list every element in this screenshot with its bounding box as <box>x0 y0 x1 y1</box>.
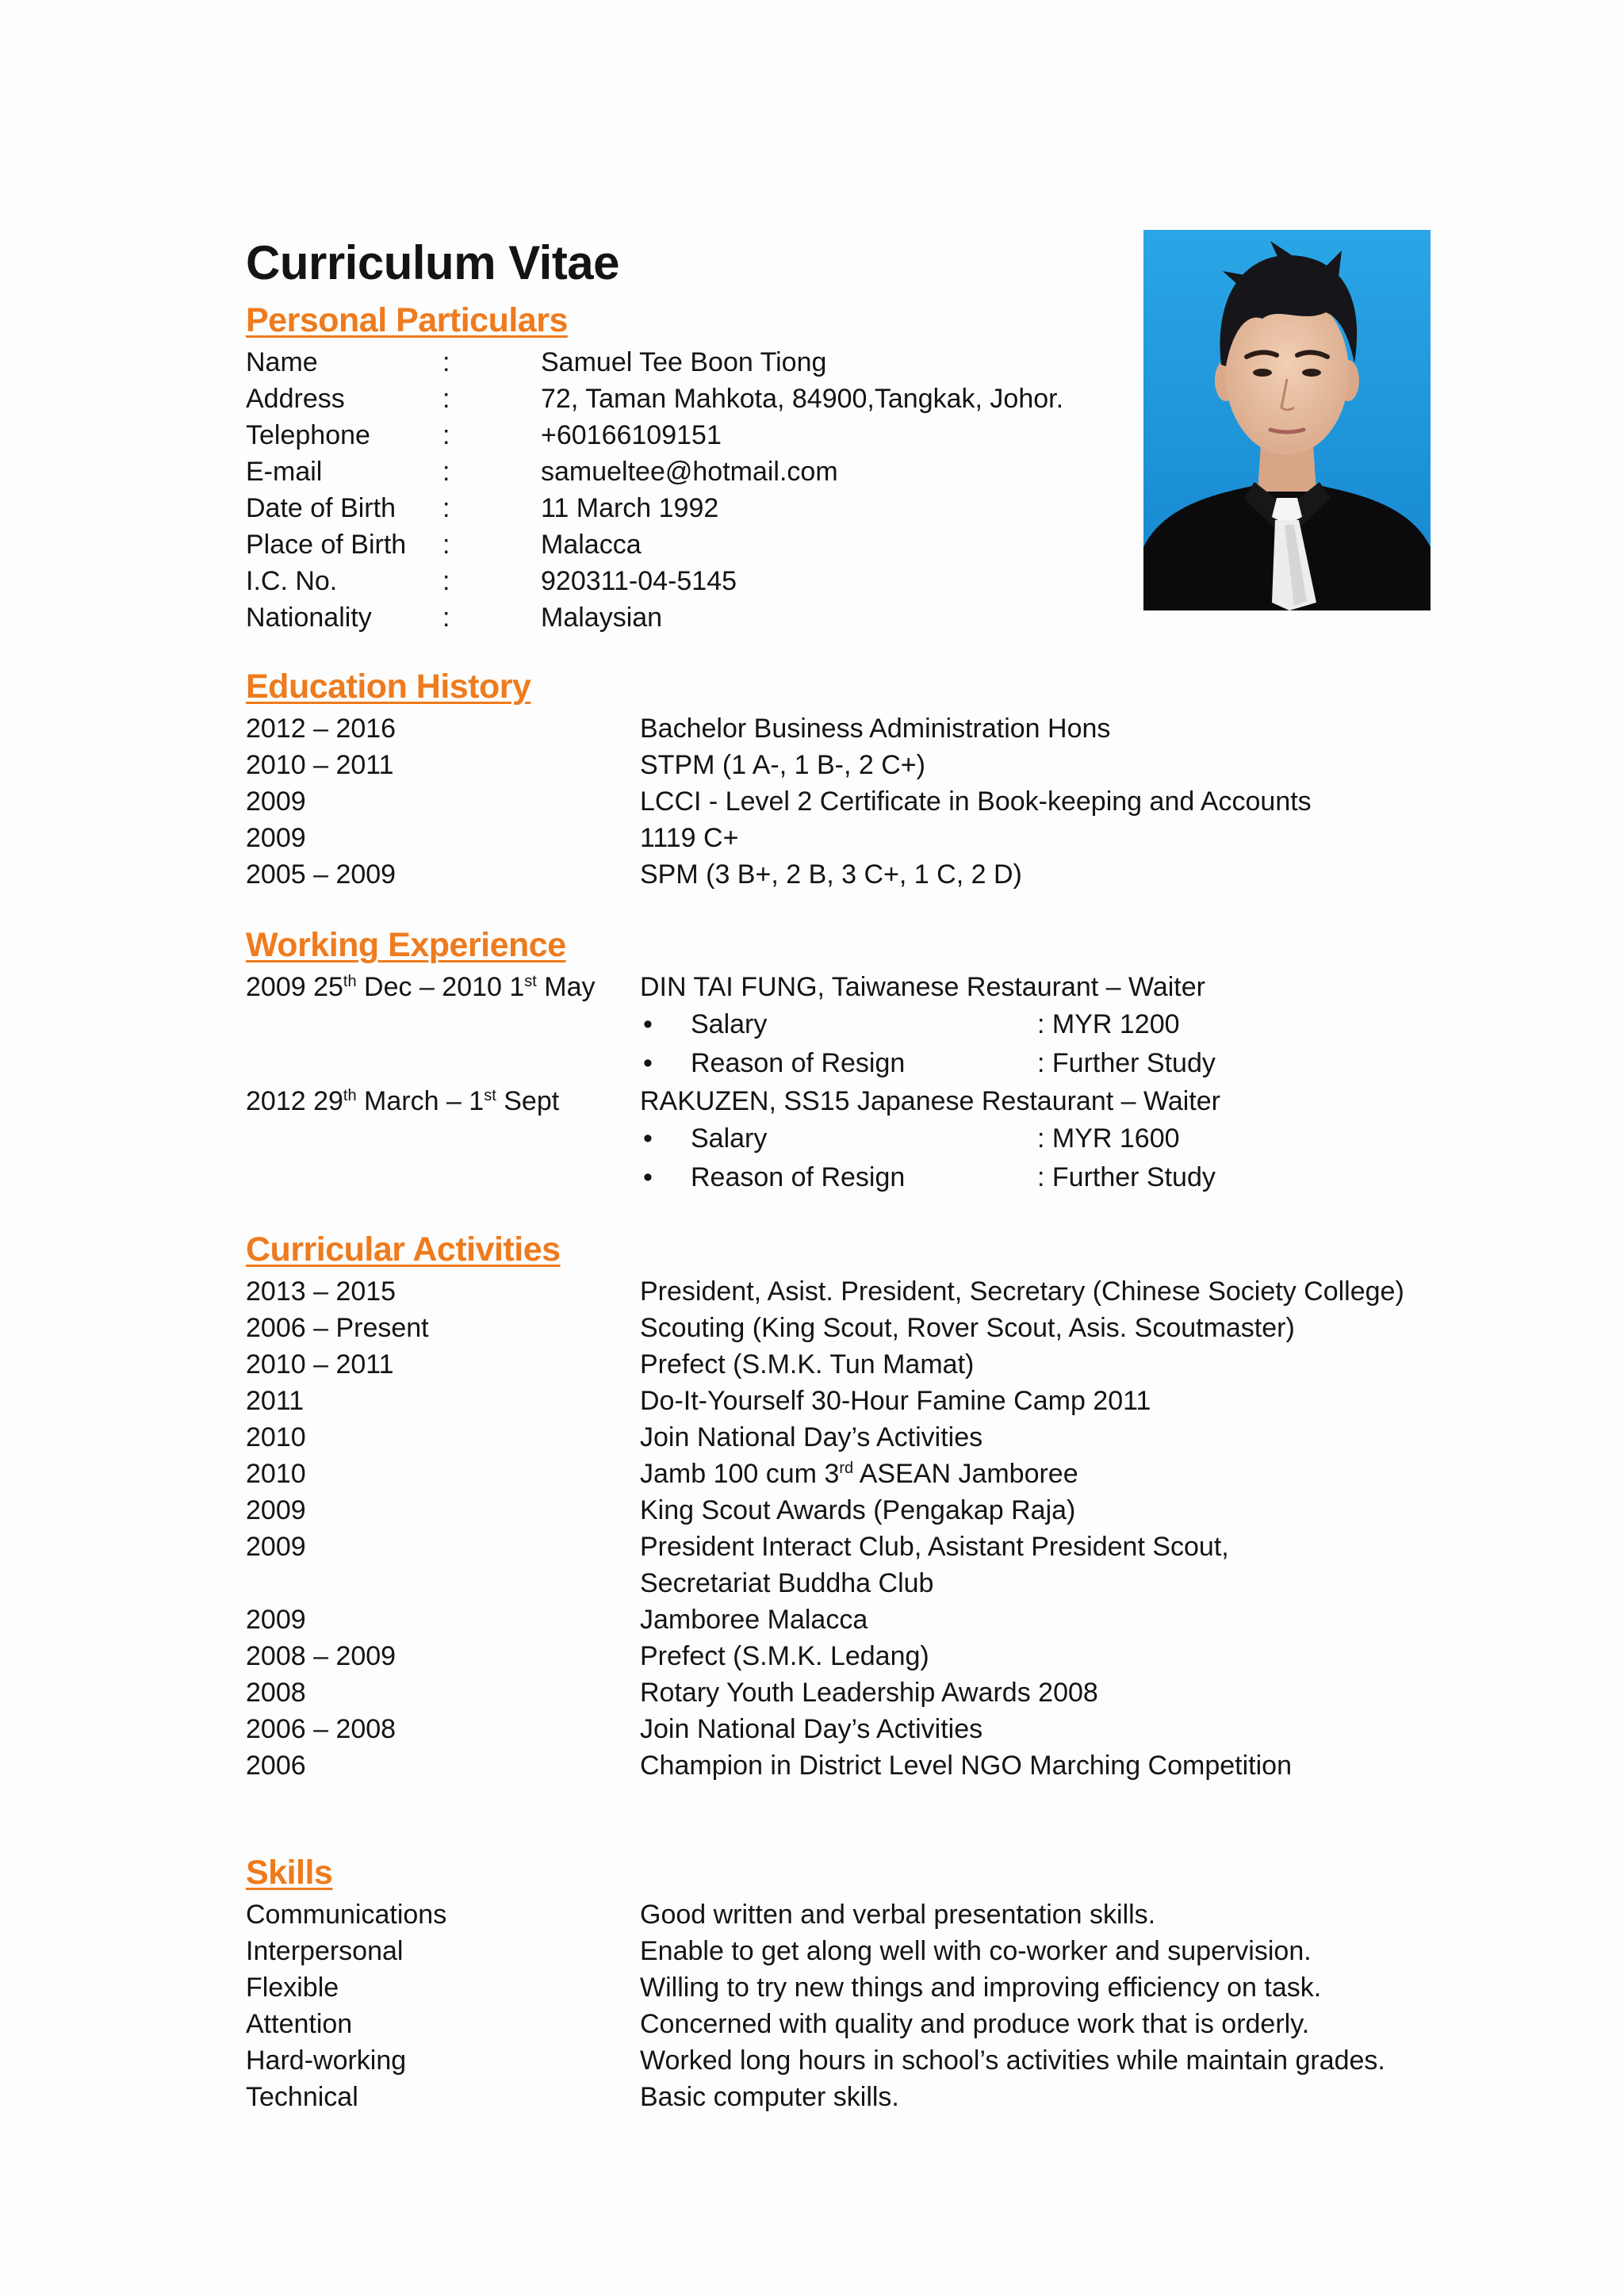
education-row <box>246 747 1435 783</box>
job-resign-item <box>246 1158 1435 1197</box>
education-period: 2009 <box>246 786 306 817</box>
activity-detail: Secretariat Buddha Club <box>640 1568 934 1598</box>
job-resign-label: Reason of Resign <box>691 1048 906 1078</box>
activity-detail: Scouting (King Scout, Rover Scout, Asis. Scoutmaster) <box>640 1313 1295 1343</box>
education-history-heading: Education History <box>246 668 531 706</box>
education-detail: STPM (1 A-, 1 B-, 2 C+) <box>640 750 925 780</box>
skill-name: Hard-working <box>246 2045 407 2076</box>
colon-separator: : <box>442 347 450 377</box>
bullet-icon: • <box>643 1009 653 1039</box>
activity-row <box>246 1383 1435 1419</box>
activity-period: 2006 – 2008 <box>246 1714 396 1744</box>
field-value: 920311-04-5145 <box>541 566 737 596</box>
activity-period: 2008 – 2009 <box>246 1641 396 1671</box>
field-label: I.C. No. <box>246 566 338 596</box>
skills-heading: Skills <box>246 1854 333 1892</box>
colon-separator: : <box>442 457 450 487</box>
curricular-activities-heading: Curricular Activities <box>246 1230 561 1269</box>
activity-period: 2008 <box>246 1678 306 1708</box>
colon-separator: : <box>442 566 450 596</box>
activity-detail: Jamboree Malacca <box>640 1605 868 1635</box>
job-resign-item <box>246 1044 1435 1083</box>
personal-row-telephone <box>246 417 1435 453</box>
skill-name: Flexible <box>246 1973 339 2003</box>
job-period: 2009 25th Dec – 2010 1st May <box>246 972 596 1002</box>
field-value: Malaysian <box>541 603 663 633</box>
activity-row <box>246 1529 1435 1565</box>
personal-row-nationality <box>246 599 1435 636</box>
colon-separator: : <box>442 603 450 633</box>
job-title: RAKUZEN, SS15 Japanese Restaurant – Waiter <box>640 1086 1220 1116</box>
activity-period <box>246 1565 640 1601</box>
field-label: Place of Birth <box>246 530 407 560</box>
skill-name: Technical <box>246 2082 358 2112</box>
activity-row <box>246 1419 1435 1456</box>
education-list <box>246 710 1435 893</box>
education-row <box>246 820 1435 856</box>
job-salary-value: : MYR 1200 <box>1037 1009 1180 1039</box>
skill-row <box>246 2042 1435 2079</box>
field-value: samueltee@hotmail.com <box>541 457 838 487</box>
bullet-icon: • <box>643 1123 653 1154</box>
field-value: 72, Taman Mahkota, 84900,Tangkak, Johor. <box>541 384 1064 414</box>
field-value: +60166109151 <box>541 420 722 450</box>
activity-period: 2010 – 2011 <box>246 1349 394 1380</box>
activity-detail: Champion in District Level NGO Marching Competition <box>640 1751 1292 1781</box>
colon-separator: : <box>442 493 450 523</box>
education-period: 2009 <box>246 823 306 853</box>
education-detail: LCCI - Level 2 Certificate in Book-keeping and Accounts <box>640 786 1312 817</box>
activity-row <box>246 1310 1435 1346</box>
activity-detail: Prefect (S.M.K. Tun Mamat) <box>640 1349 975 1380</box>
personal-row-place-of-birth <box>246 526 1435 563</box>
job-resign-label: Reason of Resign <box>691 1162 906 1192</box>
field-label: Address <box>246 384 345 414</box>
skills-list <box>246 1896 1435 2115</box>
skill-name: Interpersonal <box>246 1936 404 1966</box>
activity-detail: Prefect (S.M.K. Ledang) <box>640 1641 929 1671</box>
activity-row <box>246 1492 1435 1529</box>
activity-row <box>246 1638 1435 1674</box>
education-row <box>246 856 1435 893</box>
skill-row <box>246 2006 1435 2042</box>
job-resign-value: : Further Study <box>1037 1048 1216 1078</box>
personal-row-address <box>246 381 1435 417</box>
page-title: Curriculum Vitae <box>246 236 620 289</box>
skill-row <box>246 2079 1435 2115</box>
colon-separator: : <box>442 384 450 414</box>
education-period: 2010 – 2011 <box>246 750 394 780</box>
skill-detail: Enable to get along well with co-worker and supervision. <box>640 1936 1312 1966</box>
activity-detail: Do-It-Yourself 30-Hour Famine Camp 2011 <box>640 1386 1151 1416</box>
colon-separator: : <box>442 530 450 560</box>
job-salary-label: Salary <box>691 1009 768 1039</box>
working-experience-heading: Working Experience <box>246 926 566 964</box>
field-label: E-mail <box>246 457 323 487</box>
activity-row <box>246 1601 1435 1638</box>
skill-name: Attention <box>246 2009 353 2039</box>
activity-detail: President Interact Club, Asistant President Scout, <box>640 1532 1229 1562</box>
activity-row <box>246 1747 1435 1784</box>
activity-detail: President, Asist. President, Secretary (Chinese Society College) <box>640 1276 1404 1307</box>
skill-detail: Good written and verbal presentation skills. <box>640 1900 1156 1930</box>
activity-period: 2006 <box>246 1751 306 1781</box>
activity-row <box>246 1456 1435 1492</box>
personal-particulars-list <box>246 344 1435 636</box>
education-detail: Bachelor Business Administration Hons <box>640 714 1111 744</box>
cv-content <box>246 230 1435 2115</box>
skill-row <box>246 1933 1435 1969</box>
personal-particulars-heading: Personal Particulars <box>246 301 568 339</box>
education-period: 2005 – 2009 <box>246 859 396 890</box>
field-value: 11 March 1992 <box>541 493 719 523</box>
education-detail: SPM (3 B+, 2 B, 3 C+, 1 C, 2 D) <box>640 859 1022 890</box>
skill-detail: Worked long hours in school’s activities while maintain grades. <box>640 2045 1385 2076</box>
education-row <box>246 710 1435 747</box>
field-label: Name <box>246 347 318 377</box>
field-label: Telephone <box>246 420 370 450</box>
job-row <box>246 969 1435 1005</box>
activity-detail: Join National Day’s Activities <box>640 1422 983 1452</box>
personal-row-date-of-birth <box>246 490 1435 526</box>
skill-detail: Concerned with quality and produce work that is orderly. <box>640 2009 1310 2039</box>
field-label: Nationality <box>246 603 372 633</box>
field-value: Malacca <box>541 530 642 560</box>
activity-period: 2010 <box>246 1459 306 1489</box>
activity-detail: Rotary Youth Leadership Awards 2008 <box>640 1678 1098 1708</box>
job-row <box>246 1083 1435 1119</box>
activities-list <box>246 1273 1435 1784</box>
field-value: Samuel Tee Boon Tiong <box>541 347 827 377</box>
job-salary-label: Salary <box>691 1123 768 1154</box>
activity-row <box>246 1674 1435 1711</box>
activity-row <box>246 1273 1435 1310</box>
field-label: Date of Birth <box>246 493 396 523</box>
activity-detail: Join National Day’s Activities <box>640 1714 983 1744</box>
job-resign-value: : Further Study <box>1037 1162 1216 1192</box>
activity-period: 2009 <box>246 1532 306 1562</box>
work-list <box>246 969 1435 1197</box>
activity-period: 2010 <box>246 1422 306 1452</box>
bullet-icon: • <box>643 1162 653 1192</box>
colon-separator: : <box>442 420 450 450</box>
skill-row <box>246 1969 1435 2006</box>
activity-row <box>246 1711 1435 1747</box>
job-period: 2012 29th March – 1st Sept <box>246 1086 560 1116</box>
personal-row-name <box>246 344 1435 381</box>
job-salary-value: : MYR 1600 <box>1037 1123 1180 1154</box>
activity-period: 2009 <box>246 1605 306 1635</box>
activity-period: 2009 <box>246 1495 306 1525</box>
job-title: DIN TAI FUNG, Taiwanese Restaurant – Waiter <box>640 972 1205 1002</box>
job-salary-item <box>246 1005 1435 1044</box>
education-period: 2012 – 2016 <box>246 714 396 744</box>
activity-detail: King Scout Awards (Pengakap Raja) <box>640 1495 1076 1525</box>
activity-period: 2006 – Present <box>246 1313 429 1343</box>
skill-detail: Basic computer skills. <box>640 2082 899 2112</box>
activity-period: 2013 – 2015 <box>246 1276 396 1307</box>
personal-row-email <box>246 453 1435 490</box>
personal-row-ic-number <box>246 563 1435 599</box>
activity-row <box>246 1565 1435 1601</box>
activity-detail: Jamb 100 cum 3rd ASEAN Jamboree <box>640 1459 1078 1489</box>
education-detail: 1119 C+ <box>640 823 739 853</box>
activity-row <box>246 1346 1435 1383</box>
job-salary-item <box>246 1119 1435 1158</box>
education-row <box>246 783 1435 820</box>
activity-period: 2011 <box>246 1386 304 1416</box>
bullet-icon: • <box>643 1048 653 1078</box>
skill-name: Communications <box>246 1900 447 1930</box>
skill-detail: Willing to try new things and improving efficiency on task. <box>640 1973 1322 2003</box>
skill-row <box>246 1896 1435 1933</box>
